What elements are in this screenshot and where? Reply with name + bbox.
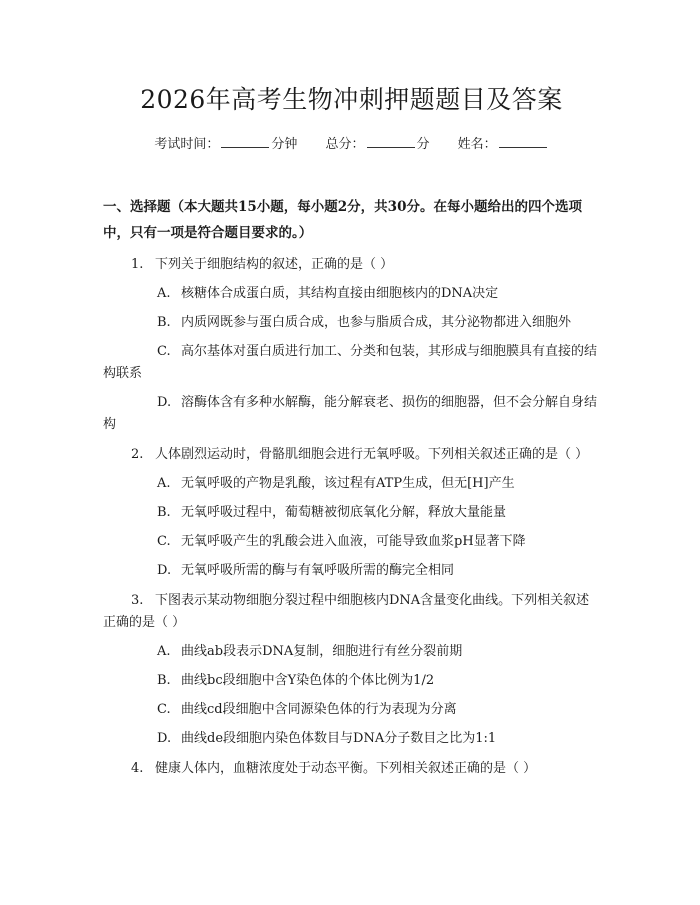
question-1	[103, 254, 600, 276]
question-2-option-a	[103, 473, 600, 495]
name-label: 姓名：	[457, 137, 497, 152]
question-3	[103, 590, 600, 634]
question-3-option-b	[103, 670, 600, 692]
option-letter: A.	[157, 476, 171, 491]
option-text: 内质网既参与蛋白质合成，也参与脂质合成，其分泌物都进入细胞外	[181, 315, 572, 330]
option-text: 无氧呼吸所需的酶与有氧呼吸所需的酶完全相同	[181, 563, 455, 578]
option-text: 曲线bc段细胞中含Y染色体的个体比例为1/2	[181, 673, 435, 688]
total-score-blank	[367, 135, 415, 148]
option-letter: A.	[157, 644, 171, 659]
option-letter: D.	[157, 563, 172, 578]
option-letter: B.	[157, 315, 171, 330]
exam-time-blank	[221, 135, 269, 148]
exam-time-label: 考试时间：	[154, 137, 220, 152]
option-text: 无氧呼吸过程中，葡萄糖被彻底氧化分解，释放大量能量	[181, 505, 507, 520]
exam-time-unit: 分钟	[271, 137, 298, 152]
name-blank	[499, 135, 547, 148]
option-text: 高尔基体对蛋白质进行加工、分类和包装，其形成与细胞膜具有直接的结构联系	[103, 344, 598, 381]
section-heading: 一、选择题（本大题共15小题，每小题2分，共30分。在每小题给出的四个选项中，只有一项是符合题目要求的。）	[103, 199, 582, 241]
question-2-option-b	[103, 502, 600, 524]
question-number: 2.	[131, 447, 144, 462]
question-1-option-d	[103, 392, 600, 436]
question-2	[103, 444, 600, 466]
question-stem: 下图表示某动物细胞分裂过程中细胞核内DNA含量变化曲线。下列相关叙述正确的是（ ）	[103, 593, 590, 630]
option-text: 曲线de段细胞内染色体数目与DNA分子数目之比为1:1	[181, 731, 497, 746]
option-letter: D.	[157, 395, 172, 410]
option-letter: A.	[157, 286, 171, 301]
question-1-option-a	[103, 283, 600, 305]
name-field	[458, 135, 549, 154]
question-stem: 下列关于细胞结构的叙述，正确的是（ ）	[155, 257, 394, 272]
option-letter: C.	[157, 534, 171, 549]
total-score-field	[325, 135, 429, 154]
option-text: 曲线ab段表示DNA复制，细胞进行有丝分裂前期	[181, 644, 463, 659]
question-2-option-c	[103, 531, 600, 553]
question-1-option-b	[103, 312, 600, 334]
question-number: 1.	[131, 257, 144, 272]
option-text: 核糖体合成蛋白质，其结构直接由细胞核内的DNA决定	[181, 286, 499, 301]
question-number: 3.	[131, 593, 144, 608]
question-1-option-c	[103, 341, 600, 385]
option-letter: B.	[157, 505, 171, 520]
option-text: 曲线cd段细胞中含同源染色体的行为表现为分离	[181, 702, 457, 717]
question-2-option-d	[103, 560, 600, 582]
question-4	[103, 758, 600, 780]
question-stem: 人体剧烈运动时，骨骼肌细胞会进行无氧呼吸。下列相关叙述正确的是（ ）	[155, 447, 589, 462]
total-score-unit: 分	[416, 137, 430, 152]
option-letter: D.	[157, 731, 172, 746]
option-letter: C.	[157, 702, 171, 717]
question-3-option-c	[103, 699, 600, 721]
option-letter: C.	[157, 344, 171, 359]
option-text: 无氧呼吸产生的乳酸会进入血液，可能导致血浆pH显著下降	[181, 534, 526, 549]
question-number: 4.	[131, 761, 144, 776]
option-letter: B.	[157, 673, 171, 688]
question-3-option-d	[103, 728, 600, 750]
option-text: 无氧呼吸的产物是乳酸，该过程有ATP生成，但无[H]产生	[181, 476, 515, 491]
question-3-option-a	[103, 641, 600, 663]
total-score-label: 总分：	[325, 137, 365, 152]
exam-info-line	[103, 135, 600, 154]
option-text: 溶酶体含有多种水解酶，能分解衰老、损伤的细胞器，但不会分解自身结构	[103, 395, 598, 432]
question-stem: 健康人体内，血糖浓度处于动态平衡。下列相关叙述正确的是（ ）	[155, 761, 537, 776]
exam-time-field	[154, 135, 297, 154]
page-title: 2026年高考生物冲刺押题题目及答案	[140, 85, 563, 114]
